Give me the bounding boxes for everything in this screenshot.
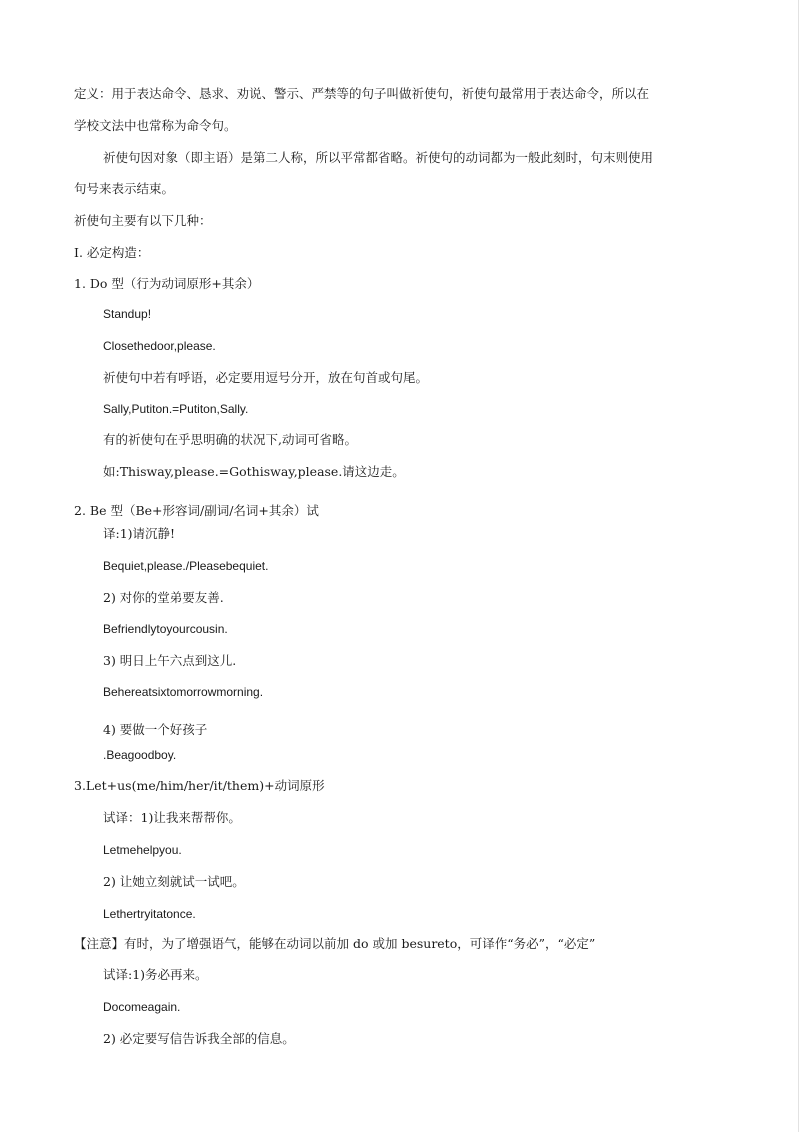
note-verb-omitted: 有的祈使句在乎思明确的状况下,动词可省略。	[103, 432, 357, 447]
types-intro: 祈使句主要有以下几种：	[74, 213, 212, 228]
example-standup: Standup!	[103, 307, 152, 321]
let-exercise-1-answer: Letmehelpyou.	[103, 843, 182, 857]
emphasis-exercise-2-prompt: 2) 必定要写信告诉我全部的信息。	[103, 1031, 295, 1046]
subject-note-line-2: 句号来表示结束。	[74, 181, 175, 196]
let-exercise-2-answer: Lethertryitatonce.	[103, 907, 196, 921]
exercise-3-prompt: 3) 明日上午六点到这儿.	[103, 653, 237, 668]
subject-note-line-1: 祈使句因对象（即主语）是第二人称，所以平常都省略。祈使句的动词都为一般此刻时，句末则使用	[103, 150, 654, 165]
let-exercise-2-prompt: 2) 让她立刻就试一试吧。	[103, 874, 245, 889]
note-emphasis: 【注意】有时，为了增强语气，能够在动词以前加 do 或加 besureto，可译作“务必”，“必定”	[74, 936, 596, 951]
example-close-door: Closethedoor,please.	[103, 339, 216, 353]
section-heading-affirmative: I. 必定构造：	[74, 245, 150, 260]
note-vocative: 祈使句中若有呼语，必定要用逗号分开，放在句首或句尾。	[103, 370, 429, 385]
example-sally: Sally,Putiton.=Putiton,Sally.	[103, 402, 249, 416]
exercise-4-prompt: 4) 要做一个好孩子	[103, 722, 208, 737]
exercise-3-answer: Behereatsixtomorrowmorning.	[103, 685, 264, 699]
exercise-1-answer: Bequiet,please./Pleasebequiet.	[103, 559, 269, 573]
subheading-let-type: 3.Let+us(me/him/her/it/them)+动词原形	[74, 778, 325, 793]
subheading-do-type: 1. Do 型（行为动词原形+其余）	[74, 276, 260, 291]
subheading-be-type: 2. Be 型（Be+形容词/副词/名词+其余）试	[74, 503, 319, 518]
exercise-1-prompt: 译:1)请沉静!	[103, 526, 176, 541]
exercise-2-prompt: 2) 对你的堂弟要友善.	[103, 590, 224, 605]
page-edge-divider	[798, 0, 799, 1132]
definition-line-2: 学校文法中也常称为命令句。	[74, 118, 237, 133]
exercise-2-answer: Befriendlytoyourcousin.	[103, 622, 228, 636]
exercise-4-answer: .Beagoodboy.	[103, 748, 177, 762]
let-exercise-1-prompt: 试译：1)让我来帮帮你。	[103, 810, 241, 825]
definition-line-1: 定义：用于表达命令、恳求、劝说、警示、严禁等的句子叫做祈使句，祈使句最常用于表达命令，所以在	[74, 86, 650, 101]
example-this-way: 如:Thisway,please.=Gothisway,please.请这边走。	[103, 464, 405, 479]
emphasis-exercise-1-prompt: 试译:1)务必再来。	[103, 967, 208, 982]
emphasis-exercise-1-answer: Docomeagain.	[103, 1000, 181, 1014]
